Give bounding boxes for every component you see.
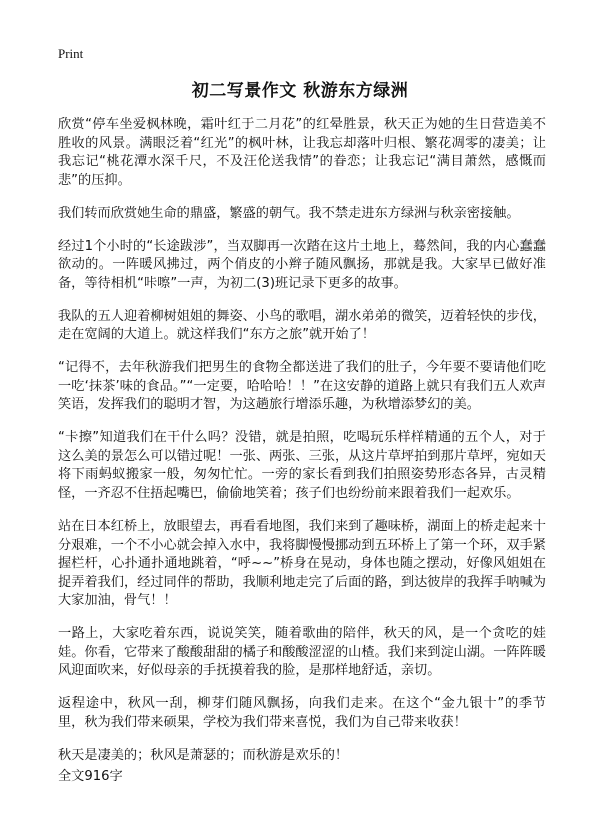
paragraph: 站在日本红桥上，放眼望去，再看看地图，我们来到了趣味桥，湖面上的桥走起来十分艰难，一个不小心就会掉入水中，我将脚慢慢挪动到五环桥上了第一个环，双手紧握栏杆，心扑通扑通地跳着，“呼~~”桥身在晃动，身体也随之摆动，好像风姐姐在捉弄着我们，经过同伴的帮助，我顺利地走完了后面的路，到达彼岸的我挥手呐喊为大家加油，骨气！！ (58, 519, 546, 609)
paragraph: “卡擦”知道我们在干什么吗？没错，就是拍照，吃喝玩乐样样精通的五个人，对于这么美的景怎么可以错过呢！一张、两张、三张，从这片草坪拍到那片草坪，宛如天将下雨蚂蚁搬家一般，匆匆忙忙。一旁的家长看到我们拍照姿势形态各异，古灵精怪，一齐忍不住捂起嘴巴，偷偷地笑着；孩子们也纷纷前来跟着我们一起欢乐。 (58, 430, 546, 501)
paragraph: 我队的五人迎着柳树姐姐的舞姿、小鸟的歌唱，湖水弟弟的微笑，迈着轻快的步伐，走在宽阔的大道上。就这样我们“东方之旅”就开始了！ (58, 308, 546, 343)
paragraph: 经过1个小时的“长途跋涉”，当双脚再一次踏在这片土地上，蓦然间，我的内心蠢蠢欲动的。一阵暖风拂过，两个俏皮的小辫子随风飘扬，那就是我。大家早已做好准备，等待相机“咔嚓”一声，为初二(3)班记录下更多的故事。 (58, 238, 546, 291)
article-title: 初二写景作文 秋游东方绿洲 (191, 81, 409, 101)
word-count: 全文916字 (58, 769, 123, 784)
paragraph: 返程途中，秋风一刮，柳芽们随风飘扬，向我们走来。在这个“金九银十”的季节里，秋为我们带来硕果，学校为我们带来喜悦，我们为自己带来收获！ (58, 696, 546, 730)
paragraph: 我们转而欣赏她生命的鼎盛，繁盛的朝气。我不禁走进东方绿洲与秋亲密接触。 (58, 205, 520, 221)
paragraph: “记得不，去年秋游我们把男生的食物全都送进了我们的肚子，今年要不要请他们吃一吃‘抹茶’味的食品。”“一定要，哈哈哈！！”在这安静的道路上就只有我们五人欢声笑语，发挥我们的聪明才智，为这趟旅行增添乐趣，为秋增添梦幻的美。 (58, 360, 546, 413)
paragraph: 一路上，大家吃着东西，说说笑笑，随着歌曲的陪伴，秋天的风，是一个贪吃的娃娃。你看，它带来了酸酸甜甜的橘子和酸酸涩涩的山楂。我们来到淀山湖。一阵阵暖风迎面吹来，好似母亲的手抚摸着我的脸，是那样地舒适，亲切。 (58, 626, 546, 679)
paragraph: 秋天是凄美的；秋风是萧瑟的；而秋游是欢乐的！ (58, 747, 349, 763)
paragraph: 欣赏“停车坐爱枫林晚，霜叶红于二月花”的红晕胜景，秋天正为她的生日营造美不胜收的风景。满眼泛着“红光”的枫叶林，让我忘却落叶归根、繁花凋零的凄美；让我忘记“桃花潭水深千尺，不及汪伦送我情”的眷恋；让我忘记“满目萧然，感慨而悲”的压抑。 (58, 117, 546, 188)
article-body (58, 116, 546, 780)
print-link[interactable]: Print (58, 46, 84, 61)
